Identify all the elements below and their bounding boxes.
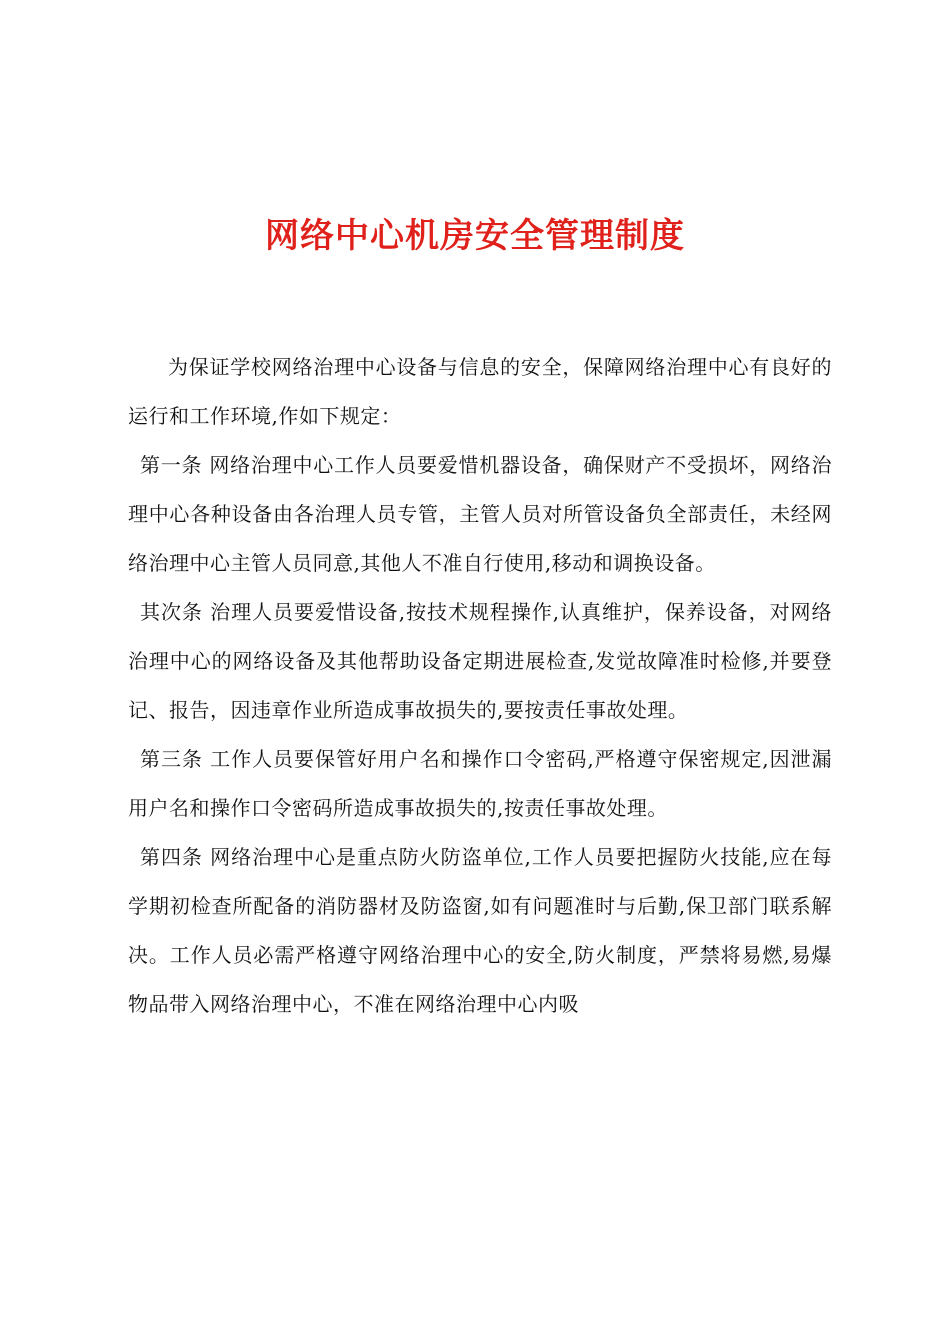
article-4-paragraph: 第四条 网络治理中心是重点防火防盗单位,工作人员要把握防火技能,应在每学期初检查所配备的消防器材及防盗窗,如有问题准时与后勤,保卫部门联系解决。工作人员必需严格遵守网络治理中心的安全,防火制度，严禁将易燃,易爆物品带入网络治理中心，不准在网络治理中心内吸 — [128, 845, 832, 1016]
article-2-paragraph: 其次条 治理人员要爱惜设备,按技术规程操作,认真维护，保养设备，对网络治理中心的网络设备及其他帮助设备定期进展检查,发觉故障准时检修,并要登记、报告，因违章作业所造成事故损失的,要按责任事故处理。 — [128, 600, 832, 722]
document-body — [128, 343, 832, 1029]
document-title: 网络中心机房安全管理制度 — [265, 216, 685, 256]
intro-paragraph: 为保证学校网络治理中心设备与信息的安全，保障网络治理中心有良好的运行和工作环境,作如下规定： — [128, 355, 832, 428]
article-3-paragraph: 第三条 工作人员要保管好用户名和操作口令密码,严格遵守保密规定,因泄漏用户名和操作口令密码所造成事故损失的,按责任事故处理。 — [128, 747, 832, 820]
article-1-paragraph: 第一条 网络治理中心工作人员要爱惜机器设备，确保财产不受损坏，网络治理中心各种设备由各治理人员专管，主管人员对所管设备负全部责任，未经网络治理中心主管人员同意,其他人不准自行使用,移动和调换设备。 — [128, 453, 832, 575]
